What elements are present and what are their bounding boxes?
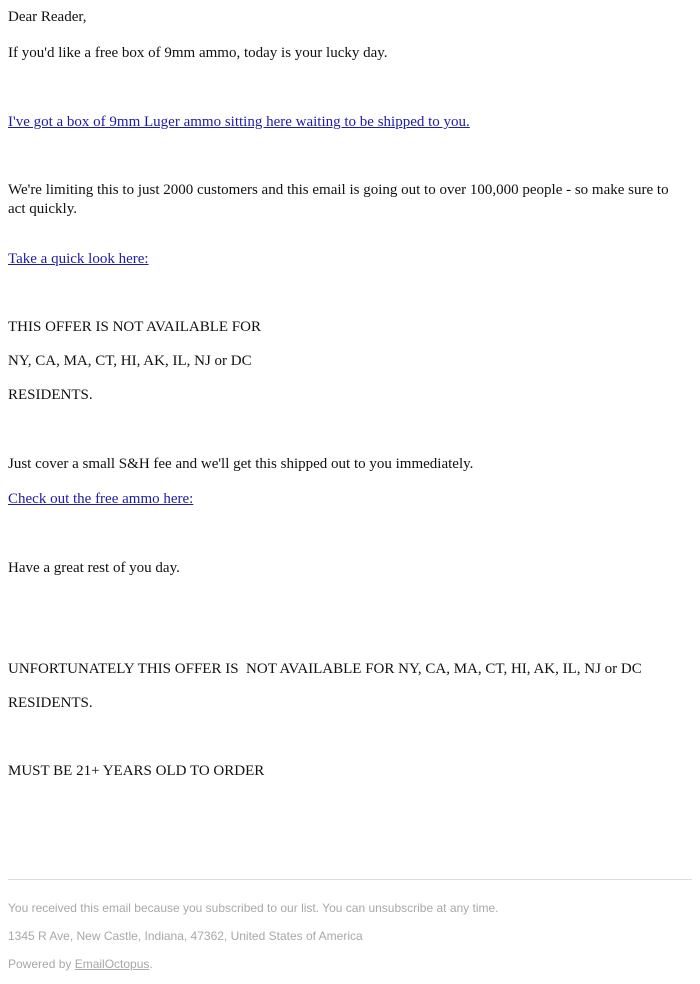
quick-look-link[interactable]: Take a quick look here: — [8, 251, 149, 267]
free-ammo-link[interactable]: Check out the free ammo here: — [8, 491, 194, 507]
limit-text: We're limiting this to just 2000 customers and this email is going out to over 100,000 people - so make sure to act quickly. — [8, 182, 669, 217]
offer-restriction-line-1: THIS OFFER IS NOT AVAILABLE FOR — [8, 319, 261, 335]
free-ammo-link-paragraph — [8, 490, 193, 509]
sender-address: 1345 R Ave, New Castle, Indiana, 47362, United States of America — [8, 929, 363, 943]
offer-restriction-line-2: NY, CA, MA, CT, HI, AK, IL, NJ or DC — [8, 353, 252, 369]
greeting: Dear Reader, — [8, 9, 87, 25]
age-requirement-notice: MUST BE 21+ YEARS OLD TO ORDER — [8, 763, 265, 779]
quick-look-link-paragraph — [8, 250, 149, 269]
powered-by-suffix: . — [149, 957, 153, 971]
subscription-notice: You received this email because you subscribed to our list. You can unsubscribe at any time. — [8, 901, 499, 915]
powered-by — [8, 956, 153, 972]
signoff-text: Have a great rest of you day. — [8, 560, 180, 576]
unavailable-notice-line-2: RESIDENTS. — [8, 695, 93, 711]
unavailable-notice-line-1: UNFORTUNATELY THIS OFFER IS NOT AVAILABLE FOR NY, CA, MA, CT, HI, AK, IL, NJ or DC — [8, 661, 642, 677]
ammo-box-link-paragraph — [8, 113, 470, 132]
powered-by-prefix: Powered by — [8, 957, 75, 971]
footer-divider — [8, 879, 692, 880]
emailoctopus-link[interactable]: EmailOctopus — [74, 957, 150, 971]
shipping-fee-text: Just cover a small S&H fee and we'll get this shipped out to you immediately. — [8, 456, 474, 472]
offer-restriction-line-3: RESIDENTS. — [8, 387, 93, 403]
intro-text: If you'd like a free box of 9mm ammo, today is your lucky day. — [8, 45, 388, 61]
ammo-box-link[interactable]: I've got a box of 9mm Luger ammo sitting here waiting to be shipped to you. — [8, 114, 470, 130]
email-body — [8, 0, 692, 984]
